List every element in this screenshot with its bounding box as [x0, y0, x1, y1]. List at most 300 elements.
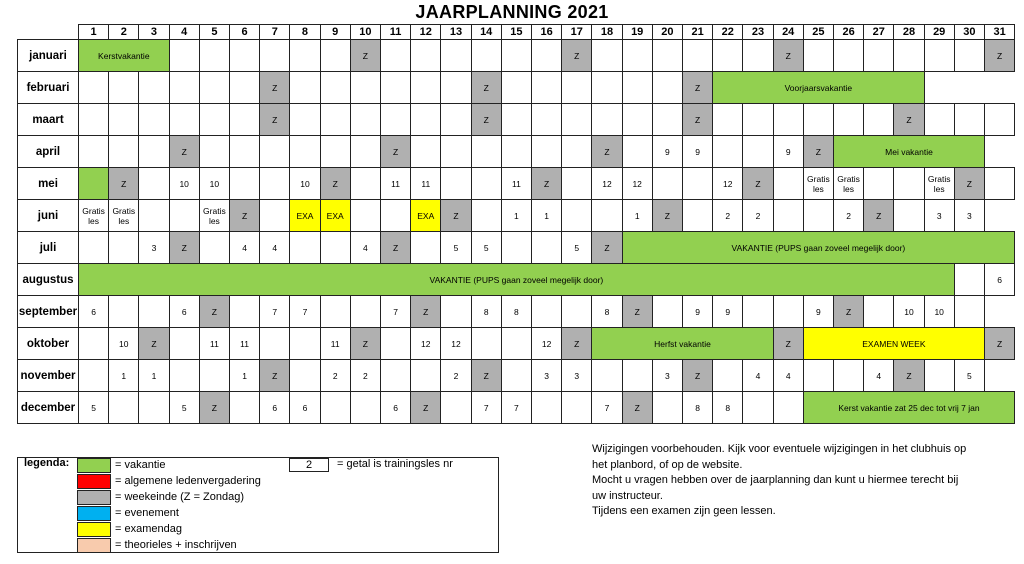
day-cell — [78, 103, 109, 136]
day-header-8: 8 — [289, 24, 320, 39]
month-label-januari: januari — [17, 39, 79, 72]
day-cell: 3 — [531, 359, 562, 392]
day-cell: Z — [591, 231, 622, 264]
day-cell: Z — [742, 167, 773, 200]
day-header-11: 11 — [380, 24, 411, 39]
day-cell — [350, 135, 381, 168]
day-cell: Z — [471, 359, 502, 392]
day-cell — [350, 167, 381, 200]
day-cell: 5 — [954, 359, 985, 392]
legend-swatch — [77, 474, 111, 489]
exam-period-block: EXAMEN WEEK — [803, 327, 985, 360]
day-header-29: 29 — [924, 24, 955, 39]
day-cell — [501, 39, 532, 72]
vacation-block: Kerst vakantie zat 25 dec tot vrij 7 jan — [803, 391, 1015, 424]
vacation-block: VAKANTIE (PUPS gaan zoveel megelijk door) — [78, 263, 955, 296]
day-header-31: 31 — [984, 24, 1015, 39]
day-cell — [169, 359, 200, 392]
day-cell — [742, 103, 773, 136]
day-cell — [742, 391, 773, 424]
day-cell: 3 — [561, 359, 592, 392]
day-cell — [169, 103, 200, 136]
day-cell — [440, 103, 471, 136]
legend-item — [77, 474, 502, 490]
day-cell — [350, 103, 381, 136]
day-cell: 3 — [138, 231, 169, 264]
day-header-7: 7 — [259, 24, 290, 39]
day-cell — [833, 39, 864, 72]
day-cell — [712, 39, 743, 72]
day-cell — [591, 199, 622, 232]
day-cell: 10 — [289, 167, 320, 200]
day-cell: 9 — [682, 295, 713, 328]
day-cell: Gratis les — [199, 199, 230, 232]
day-cell — [440, 295, 471, 328]
day-cell — [229, 135, 260, 168]
day-cell: 11 — [320, 327, 351, 360]
day-cell: 4 — [229, 231, 260, 264]
day-cell: 11 — [410, 167, 441, 200]
day-cell: Z — [984, 327, 1015, 360]
day-cell — [501, 103, 532, 136]
day-header-20: 20 — [652, 24, 683, 39]
day-cell: 9 — [803, 295, 834, 328]
day-cell — [893, 39, 924, 72]
day-cell — [712, 135, 743, 168]
day-cell: 3 — [924, 199, 955, 232]
day-cell: Z — [773, 39, 804, 72]
day-cell: 6 — [259, 391, 290, 424]
day-cell: 3 — [954, 199, 985, 232]
day-cell — [773, 295, 804, 328]
day-cell — [773, 391, 804, 424]
day-cell: EXA — [289, 199, 320, 232]
day-cell — [169, 199, 200, 232]
legend-swatch — [77, 538, 111, 553]
day-cell — [380, 71, 411, 104]
day-cell — [380, 199, 411, 232]
day-cell — [410, 103, 441, 136]
day-header-18: 18 — [591, 24, 622, 39]
day-header-14: 14 — [471, 24, 502, 39]
month-label-juli: juli — [17, 231, 79, 264]
day-cell: 8 — [712, 391, 743, 424]
day-cell: Z — [954, 167, 985, 200]
day-cell: 7 — [259, 295, 290, 328]
day-cell: 9 — [652, 135, 683, 168]
day-cell: Gratis les — [833, 167, 864, 200]
day-cell: 8 — [591, 295, 622, 328]
legend-item — [77, 490, 502, 506]
day-cell — [229, 39, 260, 72]
day-cell: Z — [199, 295, 230, 328]
day-cell: 7 — [591, 391, 622, 424]
day-cell — [440, 391, 471, 424]
day-cell — [138, 391, 169, 424]
day-cell: 5 — [78, 391, 109, 424]
day-cell: Z — [169, 135, 200, 168]
day-cell: Z — [229, 199, 260, 232]
day-cell — [108, 71, 139, 104]
day-cell — [954, 39, 985, 72]
day-header-12: 12 — [410, 24, 441, 39]
day-cell: 4 — [773, 359, 804, 392]
day-cell — [289, 231, 320, 264]
day-cell: Gratis les — [803, 167, 834, 200]
day-cell — [561, 391, 592, 424]
day-cell: Z — [893, 103, 924, 136]
day-cell: 5 — [471, 231, 502, 264]
day-cell — [622, 39, 653, 72]
day-cell — [682, 39, 713, 72]
day-cell — [501, 231, 532, 264]
day-cell — [501, 71, 532, 104]
day-cell — [803, 39, 834, 72]
day-cell — [652, 71, 683, 104]
day-cell — [531, 103, 562, 136]
day-cell — [380, 103, 411, 136]
day-cell — [410, 231, 441, 264]
day-cell: 1 — [531, 199, 562, 232]
day-cell: Z — [622, 391, 653, 424]
note-line: Tijdens een examen zijn geen lessen. — [592, 505, 776, 517]
day-cell — [773, 199, 804, 232]
day-cell — [380, 39, 411, 72]
day-cell: 10 — [169, 167, 200, 200]
day-cell — [471, 39, 502, 72]
day-cell — [954, 263, 985, 296]
day-cell — [893, 199, 924, 232]
day-cell — [501, 359, 532, 392]
day-cell — [199, 71, 230, 104]
note-line: Wijzigingen voorbehouden. Kijk voor eventuele wijzigingen in het clubhuis op — [592, 443, 967, 455]
day-cell: 7 — [471, 391, 502, 424]
day-cell: 1 — [622, 199, 653, 232]
day-cell: 10 — [108, 327, 139, 360]
day-cell: Z — [984, 39, 1015, 72]
day-cell — [199, 231, 230, 264]
day-cell: Z — [108, 167, 139, 200]
day-cell: 6 — [984, 263, 1015, 296]
day-cell: Z — [259, 359, 290, 392]
day-cell: 4 — [863, 359, 894, 392]
month-label-september: september — [17, 295, 79, 328]
note-line: het planbord, of op de website. — [592, 458, 743, 471]
day-cell: 6 — [380, 391, 411, 424]
day-cell — [531, 295, 562, 328]
day-cell — [924, 39, 955, 72]
day-cell: Z — [380, 231, 411, 264]
day-cell — [863, 103, 894, 136]
day-cell — [289, 327, 320, 360]
day-cell: 2 — [350, 359, 381, 392]
day-cell — [954, 295, 985, 328]
day-cell: 12 — [622, 167, 653, 200]
day-cell: Gratis les — [78, 199, 109, 232]
legend-text: = weekeinde (Z = Zondag) — [115, 491, 245, 503]
day-cell — [138, 135, 169, 168]
day-cell — [501, 135, 532, 168]
day-cell — [863, 167, 894, 200]
day-cell: Z — [259, 71, 290, 104]
day-cell — [78, 135, 109, 168]
day-cell — [289, 39, 320, 72]
day-cell — [833, 103, 864, 136]
day-cell: 10 — [924, 295, 955, 328]
day-cell — [320, 71, 351, 104]
day-cell: 5 — [169, 391, 200, 424]
day-cell: Z — [682, 71, 713, 104]
day-cell — [531, 71, 562, 104]
day-cell: Z — [682, 103, 713, 136]
vacation-block: Herfst vakantie — [591, 327, 773, 360]
day-cell — [108, 391, 139, 424]
day-cell — [561, 135, 592, 168]
day-cell: 7 — [501, 391, 532, 424]
legend-swatch — [77, 506, 111, 521]
day-cell — [561, 71, 592, 104]
day-cell — [652, 295, 683, 328]
day-cell — [320, 39, 351, 72]
day-cell — [773, 167, 804, 200]
day-cell — [320, 231, 351, 264]
day-cell — [863, 39, 894, 72]
day-cell: 10 — [199, 167, 230, 200]
day-cell — [259, 167, 290, 200]
day-header-6: 6 — [229, 24, 260, 39]
notes — [592, 442, 992, 520]
day-cell: Z — [561, 39, 592, 72]
day-cell: 5 — [440, 231, 471, 264]
day-cell — [712, 359, 743, 392]
day-cell — [591, 39, 622, 72]
month-label-december: december — [17, 391, 79, 424]
day-cell: 4 — [259, 231, 290, 264]
day-cell — [924, 359, 955, 392]
day-cell — [320, 135, 351, 168]
day-cell — [108, 295, 139, 328]
day-header-13: 13 — [440, 24, 471, 39]
day-cell: 8 — [682, 391, 713, 424]
day-cell — [108, 103, 139, 136]
day-cell: 2 — [712, 199, 743, 232]
day-cell — [199, 103, 230, 136]
day-cell: Z — [350, 39, 381, 72]
day-cell: 5 — [561, 231, 592, 264]
day-cell — [531, 39, 562, 72]
day-cell — [199, 359, 230, 392]
day-cell: Gratis les — [108, 199, 139, 232]
day-header-21: 21 — [682, 24, 713, 39]
day-cell — [350, 71, 381, 104]
legend-item — [77, 522, 502, 538]
day-cell — [138, 295, 169, 328]
day-header-30: 30 — [954, 24, 985, 39]
day-header-27: 27 — [863, 24, 894, 39]
day-cell — [742, 295, 773, 328]
month-label-oktober: oktober — [17, 327, 79, 360]
day-cell — [169, 39, 200, 72]
day-header-24: 24 — [773, 24, 804, 39]
day-cell — [259, 199, 290, 232]
day-cell: 12 — [712, 167, 743, 200]
day-cell: Z — [471, 71, 502, 104]
day-cell — [591, 359, 622, 392]
day-cell: Z — [380, 135, 411, 168]
day-cell: 8 — [471, 295, 502, 328]
day-cell: Z — [410, 295, 441, 328]
day-cell — [78, 71, 109, 104]
day-cell: 1 — [138, 359, 169, 392]
day-cell: EXA — [320, 199, 351, 232]
legend-number-example: 2 — [289, 458, 329, 472]
day-cell — [108, 231, 139, 264]
day-cell: Z — [169, 231, 200, 264]
day-cell — [531, 231, 562, 264]
vacation-block: Kerstvakantie — [78, 39, 170, 72]
page-title: JAARPLANNING 2021 — [415, 2, 609, 22]
day-cell: 6 — [78, 295, 109, 328]
day-cell: Z — [440, 199, 471, 232]
day-cell — [561, 295, 592, 328]
day-cell: 12 — [410, 327, 441, 360]
day-cell — [742, 135, 773, 168]
day-cell — [320, 391, 351, 424]
day-cell — [350, 391, 381, 424]
day-cell — [622, 135, 653, 168]
day-cell — [289, 359, 320, 392]
day-cell — [803, 103, 834, 136]
day-cell — [893, 167, 924, 200]
day-cell: 8 — [501, 295, 532, 328]
legend-swatch — [77, 458, 111, 473]
day-header-25: 25 — [803, 24, 834, 39]
day-cell: Z — [471, 103, 502, 136]
legend — [17, 457, 499, 553]
day-cell: Z — [410, 391, 441, 424]
day-cell — [410, 359, 441, 392]
day-cell — [561, 103, 592, 136]
day-header-15: 15 — [501, 24, 532, 39]
legend-number-text: = getal is trainingsles nr — [337, 458, 453, 470]
day-cell: Z — [259, 103, 290, 136]
day-cell: 12 — [591, 167, 622, 200]
day-cell — [289, 103, 320, 136]
day-cell: 6 — [289, 391, 320, 424]
day-cell — [138, 103, 169, 136]
day-cell — [471, 327, 502, 360]
day-cell — [229, 71, 260, 104]
day-cell: Z — [531, 167, 562, 200]
day-cell: Z — [199, 391, 230, 424]
day-cell — [652, 39, 683, 72]
day-cell: 9 — [773, 135, 804, 168]
day-cell — [924, 103, 955, 136]
day-cell: Z — [682, 359, 713, 392]
day-cell — [682, 167, 713, 200]
day-cell: 9 — [682, 135, 713, 168]
day-header-2: 2 — [108, 24, 139, 39]
day-cell — [591, 71, 622, 104]
day-cell — [78, 231, 109, 264]
day-cell: Z — [773, 327, 804, 360]
day-cell: 11 — [199, 327, 230, 360]
day-header-5: 5 — [199, 24, 230, 39]
day-cell: 1 — [501, 199, 532, 232]
vacation-block: Voorjaarsvakantie — [712, 71, 924, 104]
day-cell: 3 — [652, 359, 683, 392]
day-cell — [289, 71, 320, 104]
day-cell — [199, 135, 230, 168]
day-cell — [561, 199, 592, 232]
day-cell: Z — [833, 295, 864, 328]
day-header-17: 17 — [561, 24, 592, 39]
day-cell — [742, 39, 773, 72]
month-label-februari: februari — [17, 71, 79, 104]
day-cell — [622, 359, 653, 392]
day-cell — [440, 71, 471, 104]
day-header-22: 22 — [712, 24, 743, 39]
day-cell — [108, 135, 139, 168]
day-cell — [410, 71, 441, 104]
day-cell: 12 — [531, 327, 562, 360]
day-cell: Z — [803, 135, 834, 168]
day-cell: 1 — [229, 359, 260, 392]
day-cell — [440, 39, 471, 72]
day-cell: Z — [893, 359, 924, 392]
day-cell: Z — [591, 135, 622, 168]
day-cell — [229, 103, 260, 136]
day-header-10: 10 — [350, 24, 381, 39]
day-header-28: 28 — [893, 24, 924, 39]
day-cell — [229, 167, 260, 200]
day-cell — [410, 39, 441, 72]
day-cell — [138, 71, 169, 104]
vacation-block: VAKANTIE (PUPS gaan zoveel megelijk door) — [622, 231, 1016, 264]
day-cell — [863, 295, 894, 328]
vacation-block: Mei vakantie — [833, 135, 985, 168]
day-header-16: 16 — [531, 24, 562, 39]
day-cell: 11 — [380, 167, 411, 200]
day-cell: 2 — [320, 359, 351, 392]
day-cell: EXA — [410, 199, 441, 232]
note-line: uw instructeur. — [592, 489, 663, 502]
day-cell — [440, 135, 471, 168]
day-cell: 7 — [289, 295, 320, 328]
day-cell: Z — [138, 327, 169, 360]
legend-text: = evenement — [115, 507, 179, 519]
day-cell — [380, 359, 411, 392]
day-cell: 6 — [169, 295, 200, 328]
day-cell: 4 — [350, 231, 381, 264]
note-line: Mocht u vragen hebben over de jaarplanning dan kunt u hiermee terecht bij — [592, 474, 959, 486]
day-cell — [471, 135, 502, 168]
month-label-maart: maart — [17, 103, 79, 136]
day-cell: Z — [350, 327, 381, 360]
day-cell — [410, 135, 441, 168]
day-cell — [229, 295, 260, 328]
day-cell — [169, 71, 200, 104]
day-header-23: 23 — [742, 24, 773, 39]
month-label-november: november — [17, 359, 79, 392]
day-cell — [773, 103, 804, 136]
day-cell — [138, 167, 169, 200]
day-cell — [289, 135, 320, 168]
day-cell: 11 — [501, 167, 532, 200]
day-cell — [591, 103, 622, 136]
day-cell — [954, 103, 985, 136]
day-cell — [320, 103, 351, 136]
